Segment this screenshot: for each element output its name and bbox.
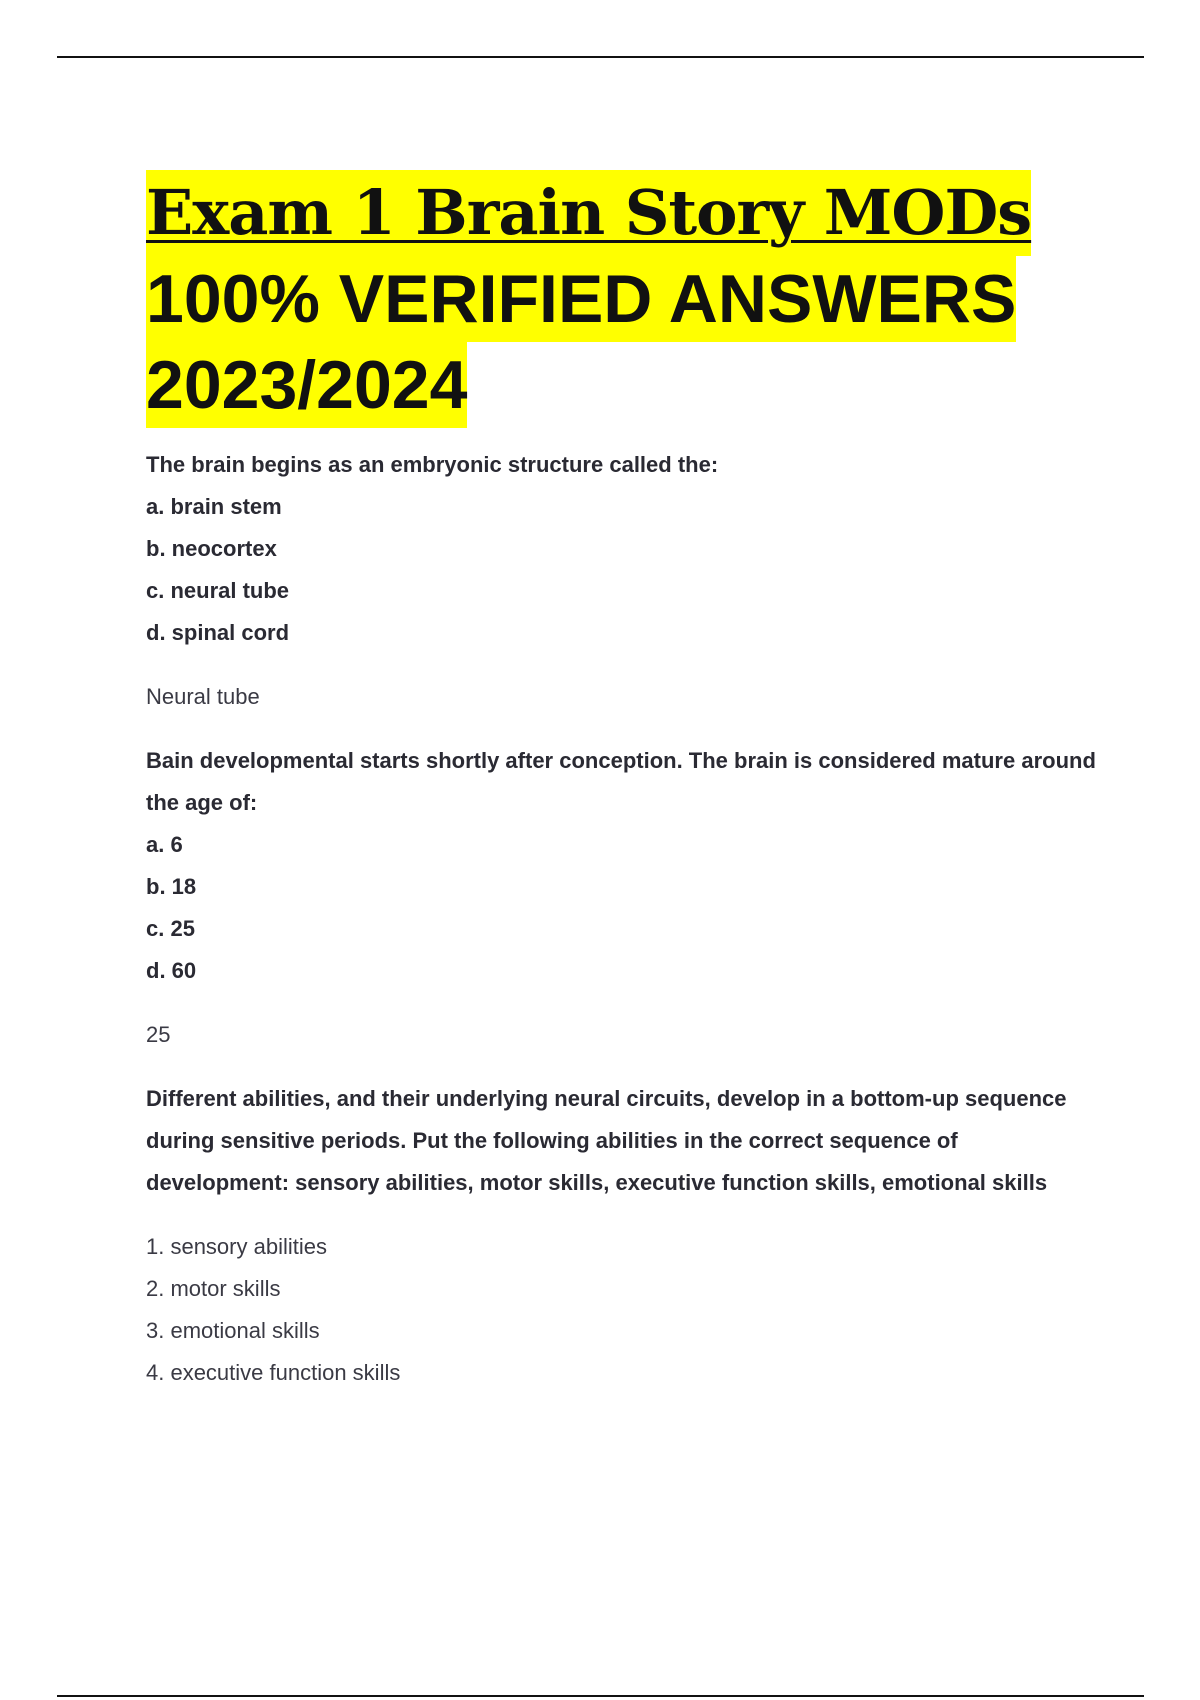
question-block-1 <box>146 444 1096 718</box>
list-item: 3. emotional skills <box>146 1318 320 1343</box>
question-text: Bain developmental starts shortly after conception. The brain is considered mature around the age of: <box>146 748 1096 815</box>
title-line-2: 100% VERIFIED ANSWERS <box>146 256 1016 342</box>
footer-rule <box>57 1695 1144 1697</box>
document-title <box>146 170 1096 428</box>
correct-answer: 25 <box>146 1022 171 1047</box>
header-rule <box>57 56 1144 58</box>
answer-option: b. neocortex <box>146 536 277 561</box>
question-text: The brain begins as an embryonic structure called the: <box>146 452 719 477</box>
question-block-3 <box>146 1078 1096 1394</box>
answer-option: b. 18 <box>146 874 197 899</box>
answer-option: a. brain stem <box>146 494 282 519</box>
correct-answer-list <box>146 1226 1096 1394</box>
answer-option: a. 6 <box>146 832 183 857</box>
answer-option: c. 25 <box>146 916 195 941</box>
document-content <box>146 170 1096 1394</box>
list-item: 2. motor skills <box>146 1276 281 1301</box>
title-line-3: 2023/2024 <box>146 342 467 428</box>
question-text: Different abilities, and their underlying neural circuits, develop in a bottom-up sequence during sensitive periods. Put the following abilities in the correct sequence of development: sensory abilities, motor skills, executive function skills, emotional skills <box>146 1086 1067 1195</box>
answer-option: d. spinal cord <box>146 620 290 645</box>
answer-option: c. neural tube <box>146 578 290 603</box>
answer-option: d. 60 <box>146 958 197 983</box>
title-line-1: Exam 1 Brain Story MODs <box>146 170 1031 256</box>
question-block-2 <box>146 740 1096 1056</box>
correct-answer: Neural tube <box>146 684 260 709</box>
list-item: 4. executive function skills <box>146 1360 401 1385</box>
list-item: 1. sensory abilities <box>146 1234 327 1259</box>
